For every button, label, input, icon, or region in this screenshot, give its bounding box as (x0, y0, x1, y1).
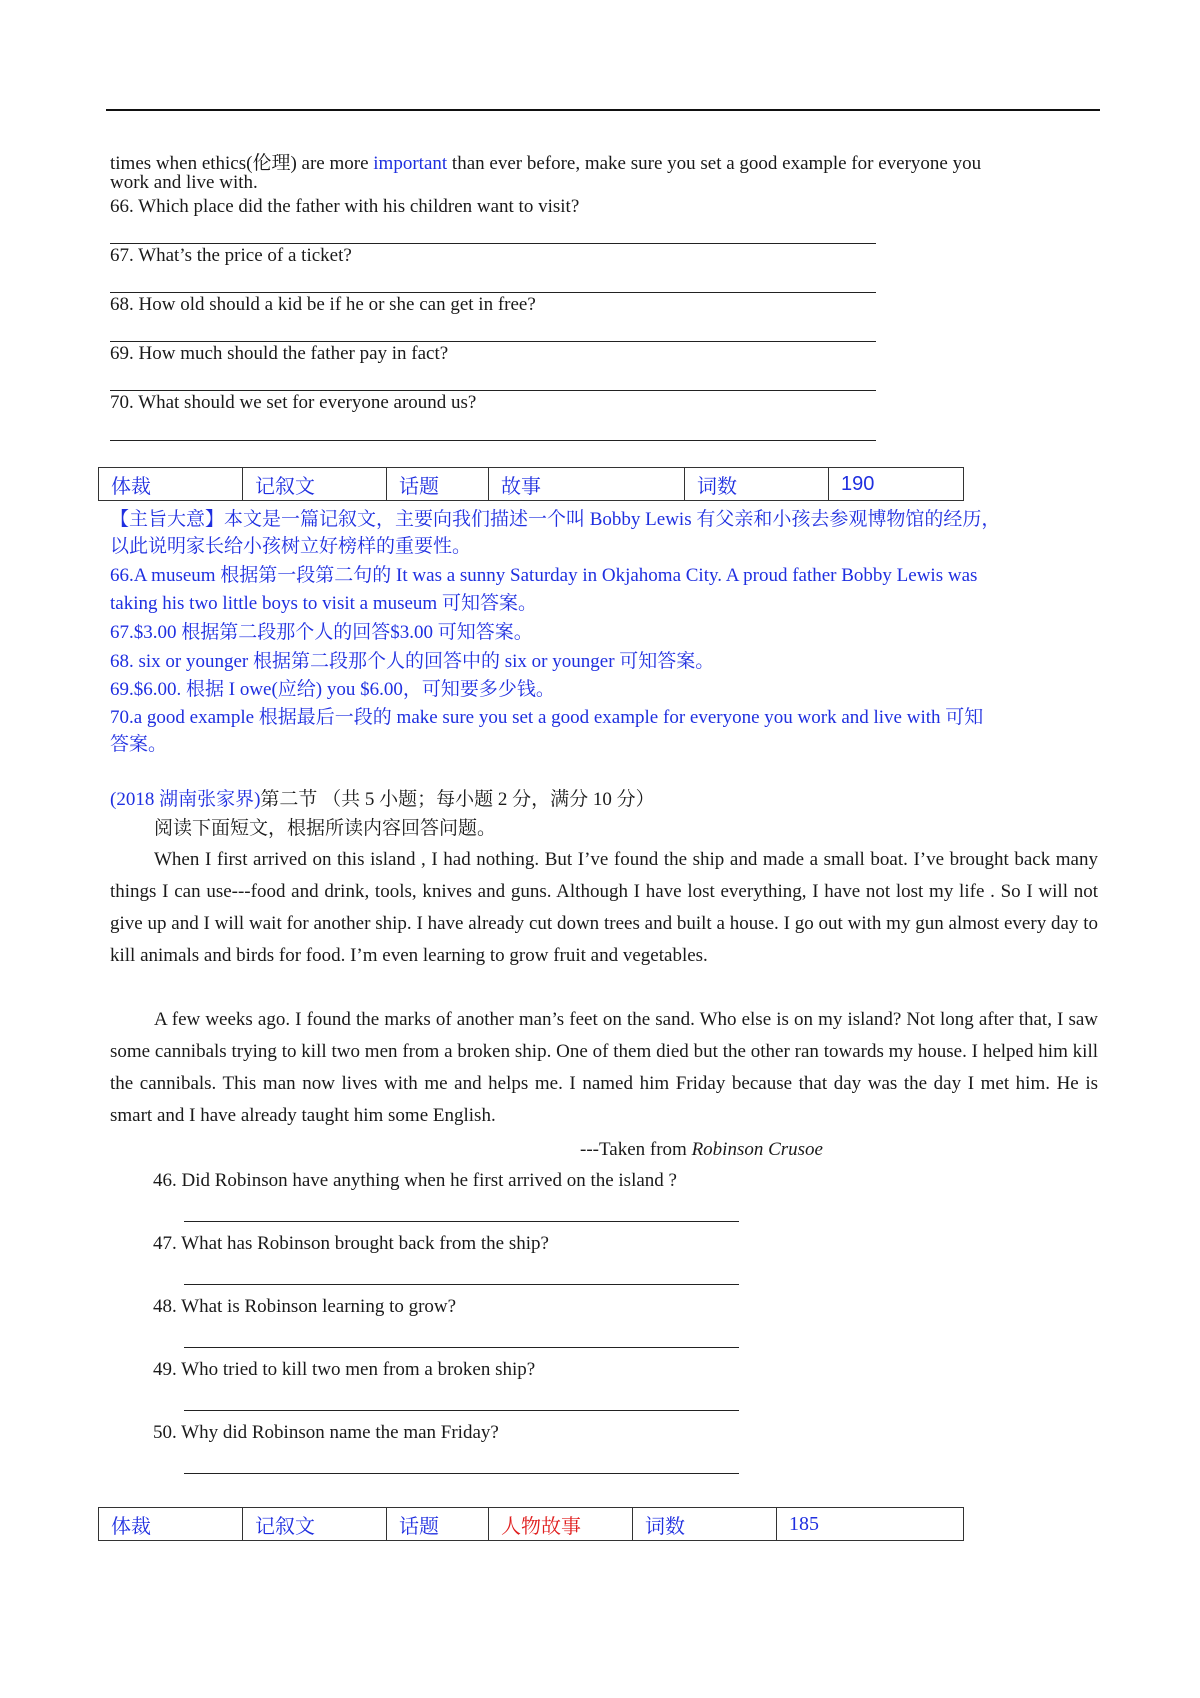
answer-line-68 (110, 341, 876, 342)
continuation-text-c: than ever before, make sure you set a good example for everyone you (447, 153, 982, 174)
genre-info-table-1 (98, 467, 964, 501)
word-count-label: 词数 (685, 468, 829, 501)
source-prefix: ---Taken from (580, 1139, 692, 1160)
genre-info-table-2 (98, 1507, 964, 1541)
answer-66-line-1: 66.A museum 根据第一段第二句的 It was a sunny Saturday in Okjahoma City. A proud father Bobby Lewis was (110, 565, 978, 586)
answer-66-line-2: taking his two little boys to visit a museum 可知答案。 (110, 593, 537, 614)
answer-line-50 (184, 1473, 739, 1474)
continuation-text-a: times when ethics(伦理) are more (110, 153, 374, 174)
genre-value: 记叙文 (243, 468, 387, 501)
question-69: 69. How much should the father pay in fact? (110, 343, 449, 364)
passage-continuation-line-1 (110, 148, 981, 175)
answer-line-49 (184, 1410, 739, 1411)
question-48: 48. What is Robinson learning to grow? (153, 1296, 457, 1317)
header-rule (106, 109, 1100, 111)
genre-label: 体裁 (99, 468, 243, 501)
answer-68: 68. six or younger 根据第二段那个人的回答中的 six or younger 可知答案。 (110, 651, 715, 672)
genre-value: 记叙文 (243, 1508, 387, 1541)
section-title: 第二节 （共 5 小题；每小题 2 分，满分 10 分） (260, 789, 655, 810)
topic-label: 话题 (387, 1508, 489, 1541)
passage-continuation-line-2: work and live with. (110, 172, 258, 193)
answer-line-70 (110, 440, 876, 441)
section-instruction: 阅读下面短文，根据所读内容回答问题。 (154, 818, 497, 839)
question-66: 66. Which place did the father with his children want to visit? (110, 196, 580, 217)
question-68: 68. How old should a kid be if he or she can get in free? (110, 294, 536, 315)
question-70: 70. What should we set for everyone around us? (110, 392, 477, 413)
topic-value: 故事 (489, 468, 685, 501)
continuation-highlight-word: important (373, 153, 448, 174)
passage-paragraph-2: A few weeks ago. I found the marks of another man’s feet on the sand. Who else is on my island? Not long after that, I saw some cannibals trying to kill two men from a broken ship. One of them died but the other ran towards my house. I helped him kill the cannibals. This man now lives with me and helps me. I named him Friday because that day was the day I met him. He is smart and I have already taught him some English. (110, 1009, 1098, 1126)
summary-line-2: 以此说明家长给小孩树立好榜样的重要性。 (110, 536, 472, 557)
passage-source (580, 1139, 823, 1161)
answer-70-line-1: 70.a good example 根据最后一段的 make sure you set a good example for everyone you work and live with 可知 (110, 707, 984, 728)
answer-line-48 (184, 1347, 739, 1348)
answer-69: 69.$6.00. 根据 I owe(应给) you $6.00，可知要多少钱。 (110, 679, 555, 700)
word-count-value: 185 (777, 1508, 964, 1541)
answer-70-line-2: 答案。 (110, 734, 168, 755)
question-50: 50. Why did Robinson name the man Friday? (153, 1422, 499, 1443)
summary-line-1: 【主旨大意】本文是一篇记叙文，主要向我们描述一个叫 Bobby Lewis 有父亲和小孩去参观博物馆的经历， (110, 509, 1001, 530)
passage-paragraph-1: When I first arrived on this island , I had nothing. But I’ve found the ship and made a small boat. I’ve brought back many things I can use---food and drink, tools, knives and guns. Although I have lost everything, I have not lost my life . So I will not give up and I will wait for another ship. I have already cut down trees and built a house. I go out with my gun almost every day to kill animals and birds for food. I’m even learning to grow fruit and vegetables. (110, 849, 1098, 966)
answer-line-46 (184, 1221, 739, 1222)
answer-line-66 (110, 243, 876, 244)
topic-label: 话题 (387, 468, 489, 501)
answer-line-69 (110, 390, 876, 391)
word-count-label: 词数 (633, 1508, 777, 1541)
word-count-value: 190 (829, 468, 964, 501)
question-47: 47. What has Robinson brought back from the ship? (153, 1233, 549, 1254)
section-source: (2018 湖南张家界) (110, 789, 261, 810)
source-title: Robinson Crusoe (691, 1139, 823, 1160)
answer-67: 67.$3.00 根据第二段那个人的回答$3.00 可知答案。 (110, 622, 533, 643)
section-heading (110, 784, 655, 811)
topic-value: 人物故事 (489, 1508, 633, 1541)
answer-line-67 (110, 292, 876, 293)
answer-line-47 (184, 1284, 739, 1285)
question-46: 46. Did Robinson have anything when he first arrived on the island ? (153, 1170, 677, 1191)
question-49: 49. Who tried to kill two men from a broken ship? (153, 1359, 536, 1380)
question-67: 67. What’s the price of a ticket? (110, 245, 352, 266)
genre-label: 体裁 (99, 1508, 243, 1541)
